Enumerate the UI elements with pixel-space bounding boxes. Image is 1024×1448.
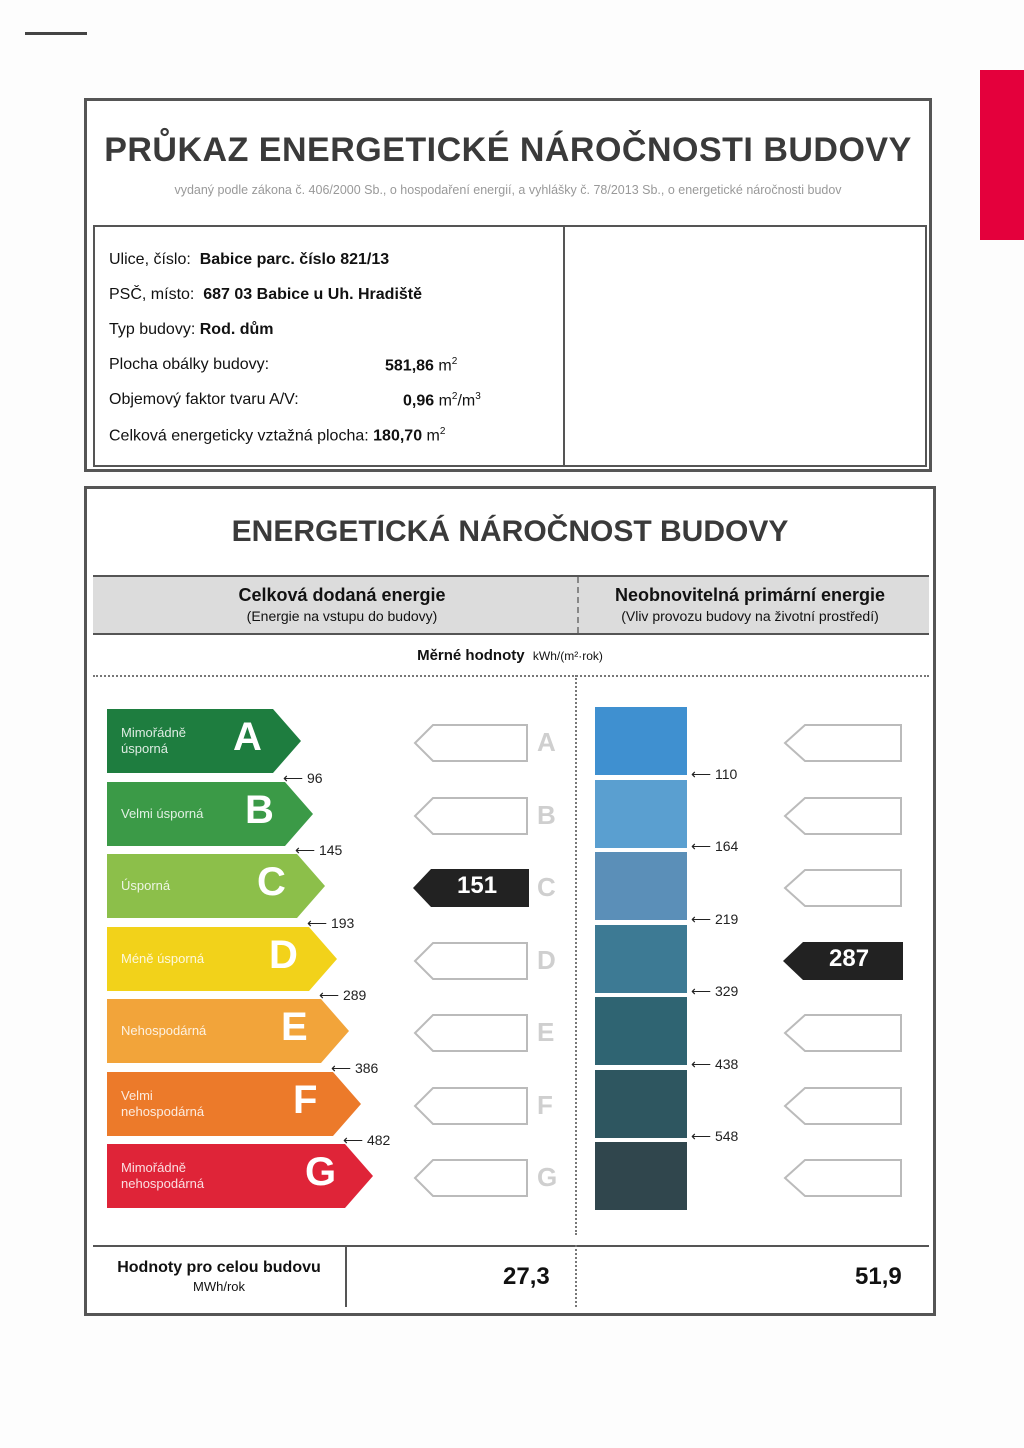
class-arrow-e bbox=[107, 999, 351, 1063]
slot-outline bbox=[785, 1088, 901, 1124]
class-arrow-b bbox=[107, 782, 315, 846]
totals-delivered: 27,3 bbox=[503, 1263, 550, 1290]
delivered-threshold: ⟵ 386 bbox=[331, 1059, 379, 1076]
class-arrow-d bbox=[107, 927, 339, 991]
slot-outline bbox=[415, 943, 527, 979]
class-label: Mimořádně nehospodárná bbox=[121, 1160, 205, 1191]
slot-outline bbox=[415, 798, 527, 834]
class-letter: G bbox=[305, 1150, 337, 1194]
delivered-threshold: ⟵ 193 bbox=[307, 914, 355, 931]
area-label: Plocha obálky budovy: bbox=[109, 356, 270, 373]
delivered-slot-d bbox=[413, 941, 533, 981]
primary-slot-b bbox=[783, 796, 907, 836]
primary-slot-e bbox=[783, 1013, 907, 1053]
class-label: Velmi úsporná bbox=[121, 805, 204, 821]
slot-outline bbox=[785, 1160, 901, 1196]
slot-letter: B bbox=[537, 799, 556, 830]
certificate-subtitle: vydaný podle zákona č. 406/2000 Sb., o hospodaření energií, a vyhlášky č. 78/2013 Sb., o energetické náročnosti budov bbox=[174, 183, 842, 197]
delivered-threshold: ⟵ 289 bbox=[319, 987, 367, 1003]
primary-slot-g bbox=[783, 1158, 907, 1198]
floor-unit: m bbox=[426, 427, 440, 445]
primary-bar-d bbox=[595, 925, 687, 993]
delivered-value: 151 bbox=[457, 872, 498, 899]
primary-threshold: ⟵ 219 bbox=[691, 910, 739, 927]
area-row bbox=[109, 356, 269, 374]
energy-title: ENERGETICKÁ NÁROČNOST BUDOVY bbox=[231, 515, 789, 548]
area-unit: m bbox=[438, 357, 452, 375]
primary-subtitle: (Vliv provozu budovy na životní prostředí) bbox=[621, 608, 879, 624]
factor-row bbox=[109, 391, 299, 409]
factor-unit-a: m bbox=[438, 392, 452, 410]
primary-bar-g bbox=[595, 1142, 687, 1210]
factor-value-row: 0,96 $m^2/m^3$ bbox=[403, 391, 481, 410]
certificate-title: PRŮKAZ ENERGETICKÉ NÁROČNOSTI BUDOVY bbox=[104, 131, 912, 169]
class-label: Méně úsporná bbox=[121, 950, 205, 966]
building-info bbox=[93, 225, 563, 467]
class-arrow-a bbox=[107, 709, 303, 773]
delivered-slot-f bbox=[413, 1086, 533, 1126]
psc-row bbox=[109, 286, 422, 304]
totals-primary: 51,9 bbox=[855, 1263, 902, 1290]
primary-bar-c bbox=[595, 852, 687, 920]
floor-row: Celková energeticky vztažná plocha: 180,70 $m^2$ bbox=[109, 426, 446, 445]
slot-outline bbox=[785, 870, 901, 906]
factor-label: Objemový faktor tvaru A/V: bbox=[109, 391, 299, 408]
delivered-subtitle: (Energie na vstupu do budovy) bbox=[246, 608, 438, 624]
floor-value: 180,70 bbox=[373, 427, 423, 445]
factor-value: 0,96 bbox=[403, 392, 435, 410]
red-tab bbox=[980, 70, 1024, 240]
class-letter: A bbox=[233, 715, 262, 759]
street-row bbox=[109, 251, 389, 269]
class-label: Mimořádně úsporná bbox=[121, 725, 187, 756]
top-rule bbox=[25, 32, 87, 35]
class-letter: F bbox=[293, 1077, 318, 1122]
slot-outline bbox=[415, 1160, 527, 1196]
primary-bar-a bbox=[595, 707, 687, 775]
slot-letter: A bbox=[537, 727, 556, 757]
delivered-slot-b bbox=[413, 796, 533, 836]
area-value-row: 581,86 $m^2$ bbox=[385, 356, 458, 375]
type-value: Rod. dům bbox=[199, 321, 274, 338]
class-letter: E bbox=[281, 1005, 308, 1049]
type-row bbox=[109, 321, 274, 339]
delivered-threshold: ⟵ 482 bbox=[343, 1132, 391, 1148]
primary-slot-a bbox=[783, 723, 907, 763]
psc-value: 687 03 Babice u Uh. Hradiště bbox=[203, 286, 423, 303]
slot-outline bbox=[415, 725, 527, 761]
primary-value: 287 bbox=[829, 944, 870, 972]
slot-letter: E bbox=[537, 1017, 555, 1047]
psc-label: PSČ, místo: bbox=[109, 286, 195, 303]
class-arrow-g bbox=[107, 1144, 375, 1208]
delivered-slot-a bbox=[413, 723, 533, 763]
class-label: Úsporná bbox=[121, 878, 171, 893]
primary-slot-f bbox=[783, 1086, 907, 1126]
primary-threshold: ⟵ 438 bbox=[691, 1055, 739, 1072]
delivered-title: Celková dodaná energie bbox=[238, 585, 446, 605]
class-letter: C bbox=[257, 860, 286, 904]
primary-bar-f bbox=[595, 1070, 687, 1138]
primary-bar-b bbox=[595, 780, 687, 848]
slot-outline bbox=[415, 1015, 527, 1051]
totals-divider bbox=[575, 1245, 577, 1307]
primary-title: Neobnovitelná primární energie bbox=[614, 585, 886, 605]
delivered-threshold: ⟵ 96 bbox=[283, 769, 323, 786]
primary-bar-e bbox=[595, 997, 687, 1065]
building-photo bbox=[563, 225, 927, 467]
slot-outline bbox=[415, 1088, 527, 1124]
energy-box bbox=[84, 486, 936, 1316]
specific-label: Měrné hodnoty bbox=[417, 647, 525, 664]
primary-threshold: ⟵ 110 bbox=[691, 765, 738, 782]
class-letter: D bbox=[269, 932, 298, 977]
primary-threshold: ⟵ 164 bbox=[691, 838, 739, 854]
delivered-threshold: ⟵ 145 bbox=[295, 842, 343, 858]
class-letter: B bbox=[245, 787, 274, 832]
street-label: Ulice, číslo: bbox=[109, 251, 191, 268]
slot-letter: F bbox=[537, 1089, 553, 1120]
slot-outline bbox=[785, 1015, 901, 1051]
class-label: Velmi nehospodárná bbox=[121, 1087, 205, 1119]
factor-unit-b: /m bbox=[457, 392, 476, 410]
totals-label-cell bbox=[93, 1247, 347, 1307]
class-arrow-c bbox=[107, 854, 327, 918]
totals-row bbox=[93, 1245, 929, 1307]
class-arrow-f bbox=[107, 1072, 363, 1136]
type-label: Typ budovy: bbox=[109, 321, 196, 338]
street-value: Babice parc. číslo 821/13 bbox=[199, 251, 390, 268]
class-label: Nehospodárná bbox=[121, 1023, 207, 1038]
slot-outline bbox=[785, 798, 901, 834]
delivered-slot-e bbox=[413, 1013, 533, 1053]
totals-unit: MWh/rok bbox=[193, 1279, 245, 1294]
energy-scale bbox=[87, 489, 933, 1313]
area-value: 581,86 bbox=[385, 357, 434, 375]
slot-letter: D bbox=[537, 944, 556, 975]
primary-threshold: ⟵ 329 bbox=[691, 983, 739, 999]
delivered-slot-g bbox=[413, 1158, 533, 1198]
slot-outline bbox=[785, 725, 901, 761]
floor-label: Celková energeticky vztažná plocha: bbox=[109, 427, 369, 445]
certificate-header-box bbox=[84, 98, 932, 472]
primary-slot-c bbox=[783, 868, 907, 908]
specific-unit: kWh/(m²·rok) bbox=[532, 649, 603, 663]
slot-letter: C bbox=[537, 872, 556, 902]
slot-letter: G bbox=[537, 1162, 558, 1192]
totals-label: Hodnoty pro celou budovu bbox=[117, 1259, 321, 1276]
primary-threshold: ⟵ 548 bbox=[691, 1128, 739, 1144]
